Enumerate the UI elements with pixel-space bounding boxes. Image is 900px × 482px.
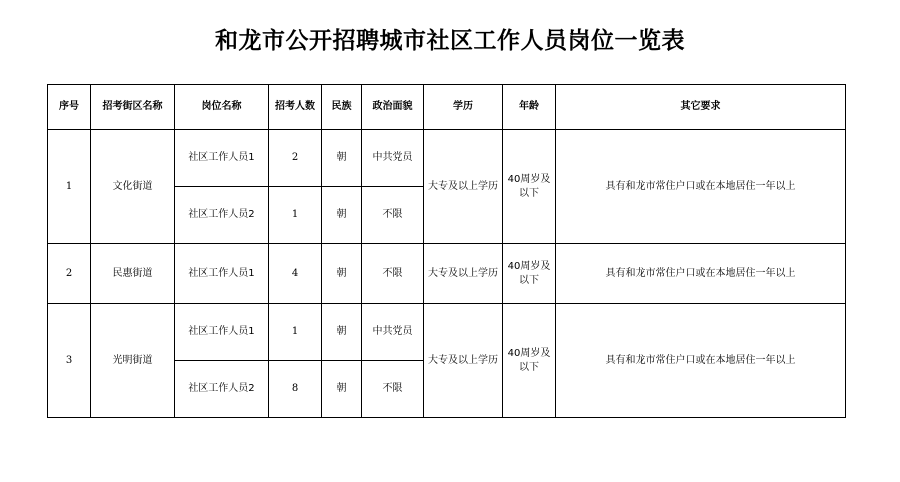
cell-politics: 中共党员 bbox=[362, 304, 424, 361]
cell-no: 1 bbox=[48, 130, 91, 244]
header-count: 招考人数 bbox=[269, 85, 322, 130]
cell-ethnicity: 朝 bbox=[322, 361, 362, 418]
cell-count: 8 bbox=[269, 361, 322, 418]
cell-position: 社区工作人员1 bbox=[175, 130, 269, 187]
cell-education: 大专及以上学历 bbox=[424, 304, 503, 418]
cell-age: 40周岁及以下 bbox=[503, 244, 556, 304]
cell-position: 社区工作人员1 bbox=[175, 244, 269, 304]
cell-other: 具有和龙市常住户口或在本地居住一年以上 bbox=[556, 244, 846, 304]
header-district: 招考街区名称 bbox=[91, 85, 175, 130]
header-ethnicity: 民族 bbox=[322, 85, 362, 130]
cell-education: 大专及以上学历 bbox=[424, 130, 503, 244]
cell-position: 社区工作人员2 bbox=[175, 361, 269, 418]
table-row bbox=[48, 304, 846, 361]
table-row bbox=[48, 244, 846, 304]
cell-position: 社区工作人员2 bbox=[175, 187, 269, 244]
cell-district: 民惠街道 bbox=[91, 244, 175, 304]
positions-table bbox=[47, 84, 846, 418]
cell-politics: 不限 bbox=[362, 244, 424, 304]
cell-count: 4 bbox=[269, 244, 322, 304]
cell-no: 3 bbox=[48, 304, 91, 418]
cell-politics: 不限 bbox=[362, 361, 424, 418]
cell-politics: 中共党员 bbox=[362, 130, 424, 187]
cell-politics: 不限 bbox=[362, 187, 424, 244]
header-position: 岗位名称 bbox=[175, 85, 269, 130]
cell-district: 文化街道 bbox=[91, 130, 175, 244]
page-title: 和龙市公开招聘城市社区工作人员岗位一览表 bbox=[215, 27, 685, 54]
table-header-row bbox=[48, 85, 846, 130]
cell-ethnicity: 朝 bbox=[322, 130, 362, 187]
cell-other: 具有和龙市常住户口或在本地居住一年以上 bbox=[556, 304, 846, 418]
cell-education: 大专及以上学历 bbox=[424, 244, 503, 304]
header-age: 年龄 bbox=[503, 85, 556, 130]
header-education: 学历 bbox=[424, 85, 503, 130]
header-other: 其它要求 bbox=[556, 85, 846, 130]
cell-other: 具有和龙市常住户口或在本地居住一年以上 bbox=[556, 130, 846, 244]
cell-district: 光明街道 bbox=[91, 304, 175, 418]
cell-age: 40周岁及以下 bbox=[503, 130, 556, 244]
cell-count: 2 bbox=[269, 130, 322, 187]
cell-position: 社区工作人员1 bbox=[175, 304, 269, 361]
cell-age: 40周岁及以下 bbox=[503, 304, 556, 418]
cell-count: 1 bbox=[269, 304, 322, 361]
cell-no: 2 bbox=[48, 244, 91, 304]
table-row bbox=[48, 130, 846, 187]
cell-count: 1 bbox=[269, 187, 322, 244]
cell-ethnicity: 朝 bbox=[322, 304, 362, 361]
header-no: 序号 bbox=[48, 85, 91, 130]
cell-ethnicity: 朝 bbox=[322, 187, 362, 244]
cell-ethnicity: 朝 bbox=[322, 244, 362, 304]
header-politics: 政治面貌 bbox=[362, 85, 424, 130]
